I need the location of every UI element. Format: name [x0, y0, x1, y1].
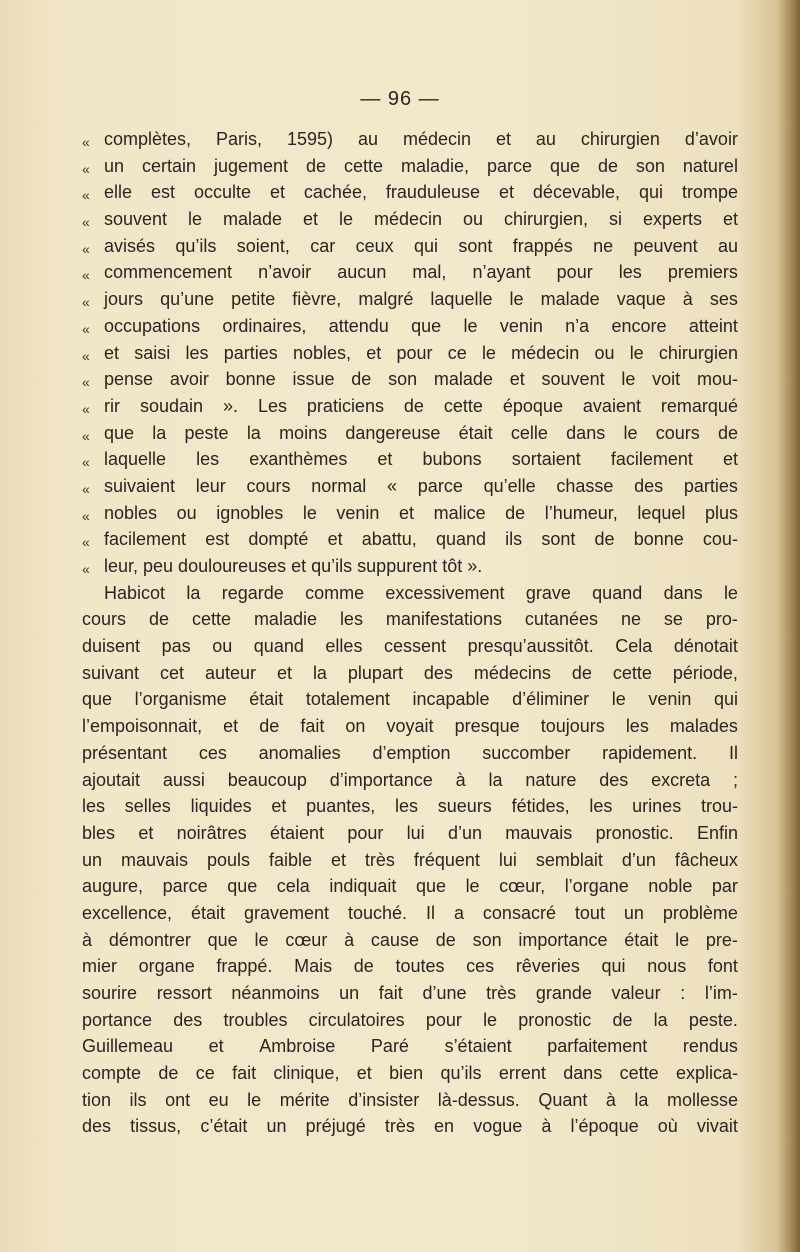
text-line	[82, 313, 738, 340]
quote-mark: «	[82, 240, 90, 257]
line-text: pense avoir bonne issue de son malade et souvent le voit mou-	[104, 369, 738, 390]
text-line	[82, 980, 738, 1007]
page-number: — 96 —	[360, 88, 440, 110]
line-text: sourire ressort néanmoins un fait d’une très grande valeur : l’im-	[82, 983, 738, 1003]
text-line	[82, 259, 738, 286]
line-text: duisent pas ou quand elles cessent presqu’aussitôt. Cela dénotait	[82, 636, 738, 657]
line-text: des tissus, c’était un préjugé très en vogue à l’époque où vivait	[82, 1116, 738, 1137]
text-line	[82, 526, 738, 553]
line-text: cours de cette maladie les manifestations cutanées ne se pro-	[82, 609, 738, 630]
text-line	[82, 286, 738, 313]
text-line	[82, 500, 738, 527]
line-text: compte de ce fait clinique, et bien qu’ils errent dans cette explica-	[82, 1063, 738, 1084]
line-text: jours qu’une petite fièvre, malgré laquelle le malade vaque à ses	[104, 289, 738, 310]
text-line	[82, 1113, 738, 1140]
line-text: souvent le malade et le médecin ou chirurgien, si experts et	[104, 209, 738, 230]
text-line	[82, 606, 738, 633]
text-line	[82, 713, 738, 740]
line-text: portance des troubles circulatoires pour le pronostic de la peste.	[82, 1009, 738, 1030]
text-line	[82, 366, 738, 393]
line-text: elle est occulte et cachée, frauduleuse et décevable, qui trompe	[104, 182, 738, 203]
text-line	[82, 793, 738, 820]
text-line	[82, 580, 738, 607]
quote-mark: «	[82, 454, 90, 471]
text-line	[82, 633, 738, 660]
text-line	[82, 900, 738, 927]
line-text: augure, parce que cela indiquait que le cœur, l’organe noble par	[82, 876, 738, 897]
text-line	[82, 873, 738, 900]
line-text: excellence, était gravement touché. Il a consacré tout un problème	[82, 902, 738, 923]
text-line	[82, 553, 738, 580]
line-text: occupations ordinaires, attendu que le venin n’a encore atteint	[104, 315, 738, 336]
text-line	[82, 473, 738, 500]
line-text: que l’organisme était totalement incapable d’éliminer le venin qui	[82, 689, 738, 710]
line-text: Guillemeau et Ambroise Paré s’étaient parfaitement rendus	[82, 1036, 738, 1057]
line-text: à démontrer que le cœur à cause de son importance était le pre-	[82, 929, 738, 950]
text-line	[82, 1060, 738, 1087]
quote-mark: «	[82, 160, 90, 177]
line-text: les selles liquides et puantes, les sueurs fétides, les urines trou-	[82, 796, 738, 817]
quote-mark: «	[82, 507, 90, 524]
line-text: et saisi les parties nobles, et pour ce le médecin ou le chirurgien	[104, 342, 738, 363]
text-line	[82, 686, 738, 713]
quote-mark: «	[82, 320, 90, 337]
quote-mark: «	[82, 187, 90, 204]
line-text: tion ils ont eu le mérite d’insister là-dessus. Quant à la mollesse	[82, 1089, 738, 1110]
text-line	[82, 660, 738, 687]
line-text: facilement est dompté et abattu, quand ils sont de bonne cou-	[104, 529, 738, 550]
line-text: leur, peu douloureuses et qu’ils suppurent tôt ».	[104, 556, 483, 576]
quote-mark: «	[82, 294, 90, 311]
text-line	[82, 153, 738, 180]
text-line	[82, 1007, 738, 1034]
page-edge-shadow	[778, 0, 800, 1252]
quote-mark: «	[82, 427, 90, 444]
line-text: laquelle les exanthèmes et bubons sortaient facilement et	[104, 449, 738, 470]
text-line	[82, 767, 738, 794]
text-line	[82, 420, 738, 447]
line-text: mier organe frappé. Mais de toutes ces rêveries qui nous font	[82, 956, 738, 977]
line-text: que la peste la moins dangereuse était celle dans le cours de	[104, 422, 738, 443]
quote-mark: «	[82, 374, 90, 391]
text-line	[82, 233, 738, 260]
line-text: suivaient leur cours normal « parce qu’elle chasse des parties	[104, 475, 738, 496]
line-text: l’empoisonnait, et de fait on voyait presque toujours les malades	[82, 716, 738, 737]
line-text: rir soudain ». Les praticiens de cette époque avaient remarqué	[104, 395, 738, 416]
line-text: commencement n’avoir aucun mal, n’ayant pour les premiers	[104, 262, 738, 283]
text-line	[82, 847, 738, 874]
quote-mark: «	[82, 267, 90, 284]
text-line	[82, 820, 738, 847]
text-line	[82, 340, 738, 367]
line-text: un certain jugement de cette maladie, parce que de son naturel	[104, 155, 738, 176]
line-text: suivant cet auteur et la plupart des médecins de cette période,	[82, 662, 738, 683]
line-text: un mauvais pouls faible et très fréquent lui semblait d’un fâcheux	[82, 849, 738, 870]
text-line	[82, 953, 738, 980]
quote-mark: «	[82, 480, 90, 497]
text-line	[82, 1087, 738, 1114]
quote-mark: «	[82, 347, 90, 364]
quote-mark: «	[82, 214, 90, 231]
quote-mark: «	[82, 400, 90, 417]
text-line	[82, 446, 738, 473]
text-line	[82, 927, 738, 954]
line-text: nobles ou ignobles le venin et malice de l’humeur, lequel plus	[104, 502, 738, 523]
line-text: ajoutait aussi beaucoup d’importance à la nature des excreta ;	[82, 769, 738, 790]
line-text: Habicot la regarde comme excessivement grave quand dans le	[104, 582, 738, 603]
text-line	[82, 740, 738, 767]
line-text: présentant ces anomalies d’emption succomber rapidement. Il	[82, 742, 738, 763]
text-line	[82, 393, 738, 420]
line-text: complètes, Paris, 1595) au médecin et au chirurgien d’avoir	[104, 129, 738, 149]
quote-mark: «	[82, 561, 90, 577]
line-text: avisés qu’ils soient, car ceux qui sont frappés ne peuvent au	[104, 235, 738, 256]
text-line	[82, 179, 738, 206]
text-line	[82, 1033, 738, 1060]
body-text	[82, 126, 738, 1140]
quote-mark: «	[82, 534, 90, 551]
text-line	[82, 206, 738, 233]
quote-mark: «	[82, 134, 90, 150]
line-text: bles et noirâtres étaient pour lui d’un mauvais pronostic. Enfin	[82, 822, 738, 843]
text-line	[82, 126, 738, 153]
